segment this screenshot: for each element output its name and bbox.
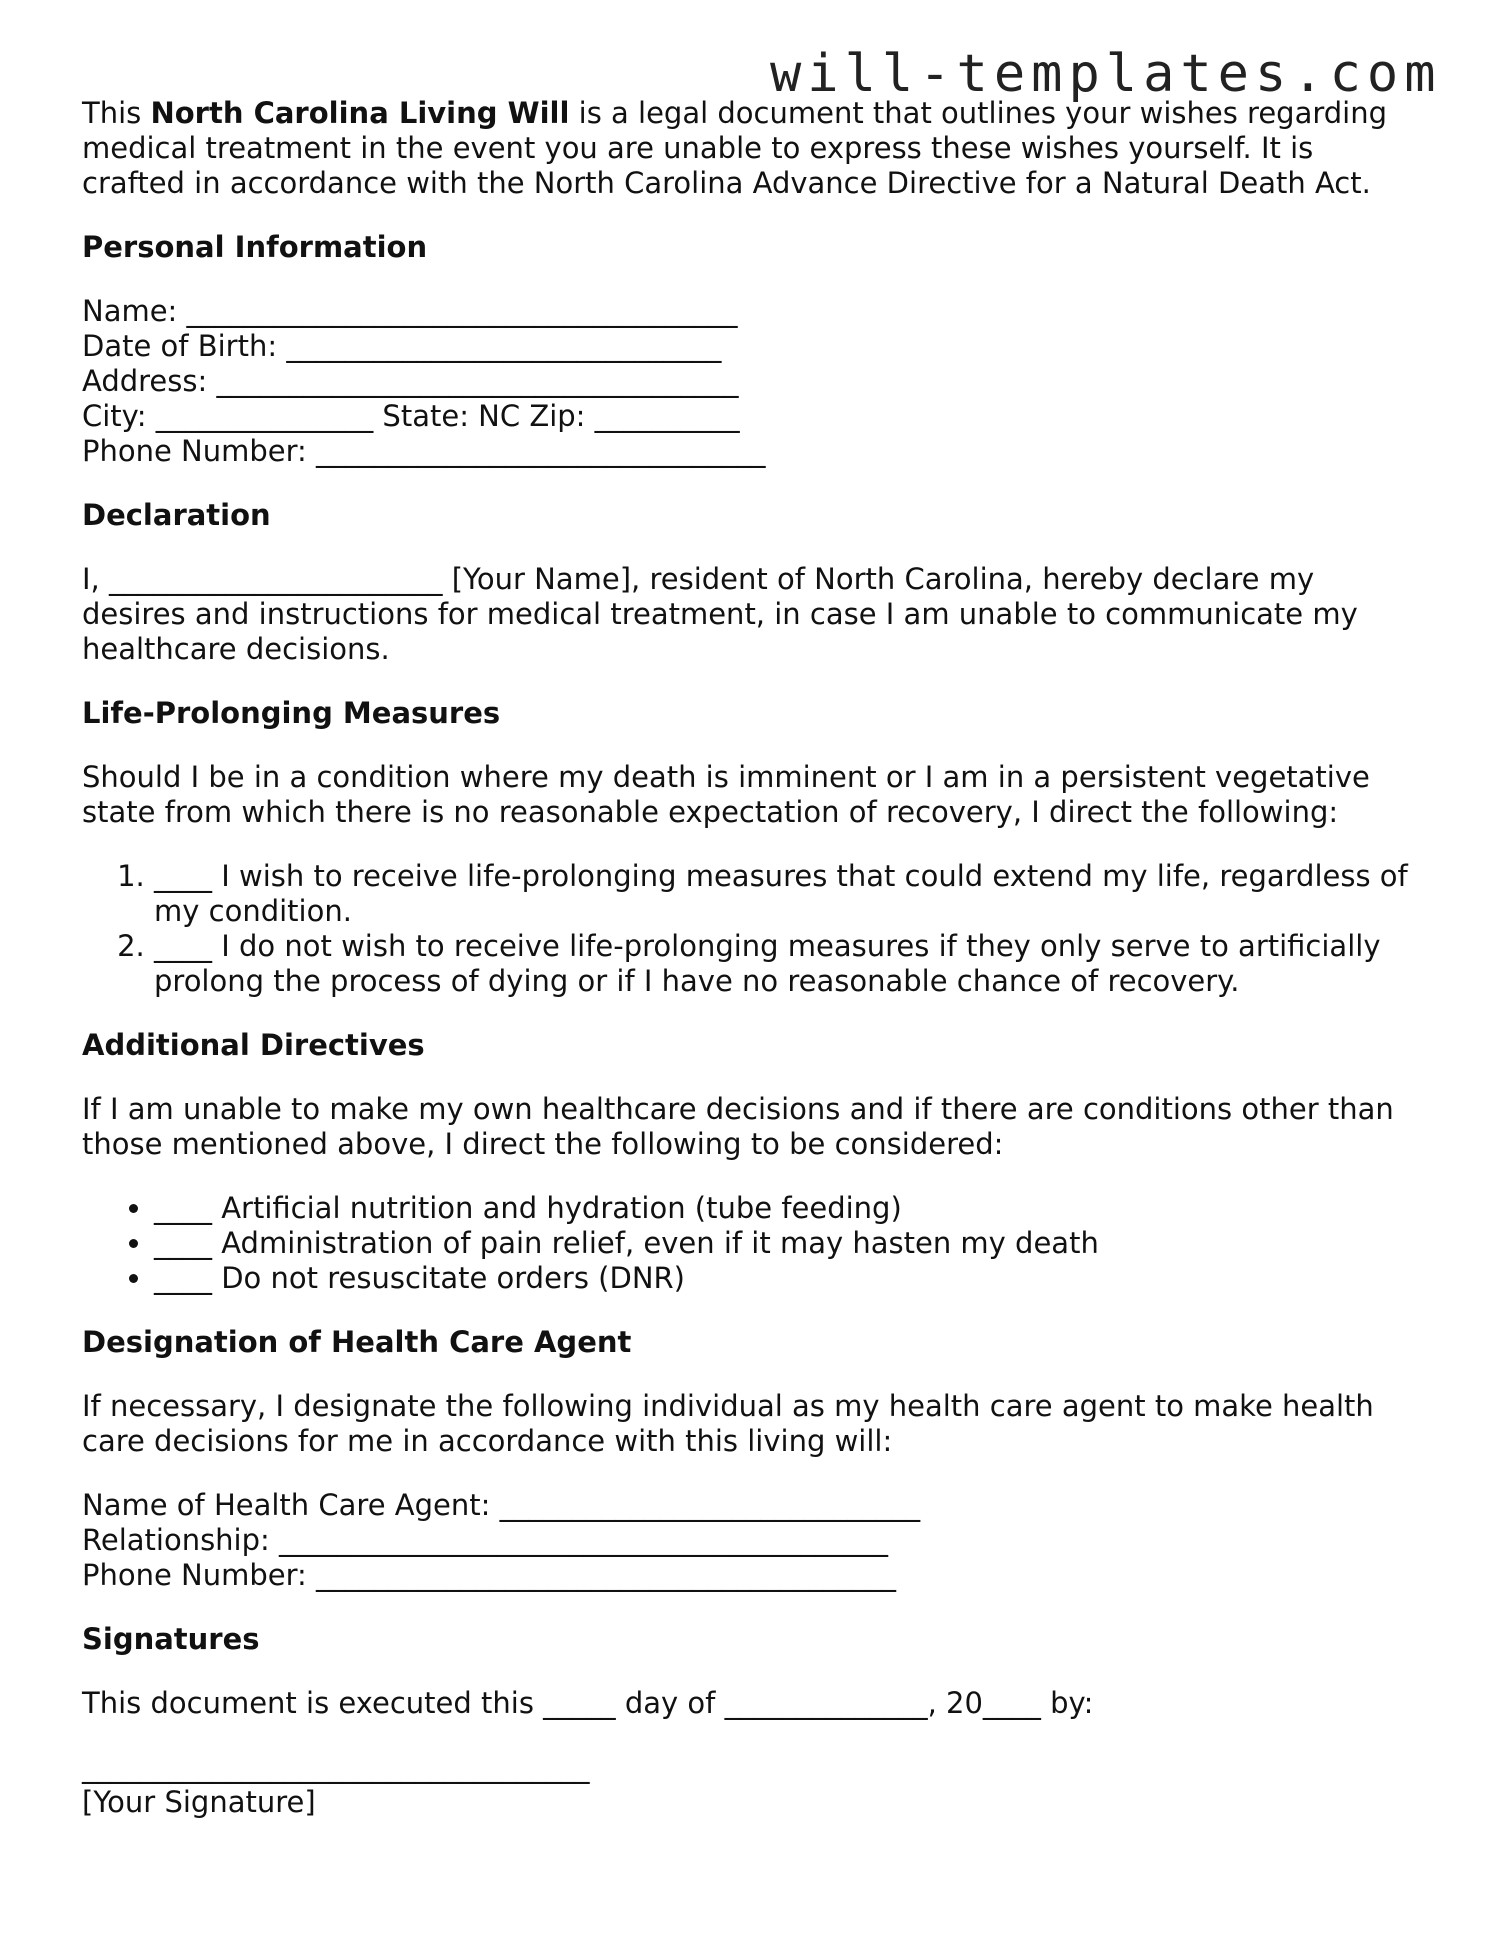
list-item[interactable]: 2. ____ I do not wish to receive life-prolonging measures if they only serve to artificially prolong the process of dying or if I have no reasonable chance of recovery.: [154, 929, 1422, 999]
heading-signatures: Signatures: [82, 1622, 260, 1656]
agent-text: If necessary, I designate the following individual as my health care agent to make health care decisions for me in accordance with this living will:: [82, 1389, 1374, 1458]
field-city-state-zip[interactable]: City: _______________ State: NC Zip: __________: [82, 399, 740, 433]
list-item[interactable]: 1. ____ I wish to receive life-prolonging measures that could extend my life, regardless of my condition.: [154, 859, 1422, 929]
list-item[interactable]: • ____ Artificial nutrition and hydration (tube feeding): [154, 1191, 1422, 1226]
intro-suffix: is a legal document that outlines your wishes regarding medical treatment in the event you are unable to express these wishes yourself. It is crafted in accordance with the North Carolina Advance Directive for a Natural Death Act.: [82, 96, 1388, 200]
heading-health-care-agent: Designation of Health Care Agent: [82, 1325, 632, 1359]
signature-line[interactable]: ___________________________________: [82, 1750, 590, 1784]
field-agent-phone[interactable]: Phone Number: ________________________________________: [82, 1558, 897, 1592]
intro-prefix: This: [82, 96, 151, 130]
additional-directives-text: If I am unable to make my own healthcare decisions and if there are conditions other than those mentioned above, I direct the following to be considered:: [82, 1092, 1394, 1161]
watermark-text: will-templates.com: [770, 44, 1442, 104]
life-prolonging-text: Should I be in a condition where my death is imminent or I am in a persistent vegetative state from which there is no reasonable expectation of recovery, I direct the following:: [82, 760, 1370, 829]
declaration-text: I, _______________________ [Your Name], resident of North Carolina, hereby declare my desires and instructions for medical treatment, in case I am unable to communicate my healthcare decisions.: [82, 562, 1358, 666]
field-address[interactable]: Address: ____________________________________: [82, 364, 739, 398]
field-agent-name[interactable]: Name of Health Care Agent: _____________________________: [82, 1488, 921, 1522]
field-date-of-birth[interactable]: Date of Birth: ______________________________: [82, 329, 722, 363]
document-body: [82, 96, 1422, 1820]
heading-personal-information: Personal Information: [82, 230, 428, 264]
heading-additional-directives: Additional Directives: [82, 1028, 425, 1062]
list-item[interactable]: • ____ Administration of pain relief, even if it may hasten my death: [154, 1226, 1422, 1261]
field-name[interactable]: Name: ______________________________________: [82, 294, 738, 328]
field-agent-relationship[interactable]: Relationship: __________________________________________: [82, 1523, 889, 1557]
signature-label: [Your Signature]: [82, 1785, 316, 1819]
list-item[interactable]: • ____ Do not resuscitate orders (DNR): [154, 1261, 1422, 1296]
intro-bold-title: North Carolina Living Will: [150, 96, 570, 130]
life-prolonging-options: [82, 859, 1422, 999]
heading-life-prolonging-measures: Life-Prolonging Measures: [82, 696, 501, 730]
heading-declaration: Declaration: [82, 498, 271, 532]
additional-directives-options: [82, 1191, 1422, 1296]
field-phone-number[interactable]: Phone Number: _______________________________: [82, 434, 766, 468]
intro-paragraph: [82, 96, 1422, 201]
execution-date-text[interactable]: This document is executed this _____ day of ______________, 20____ by:: [82, 1686, 1094, 1720]
